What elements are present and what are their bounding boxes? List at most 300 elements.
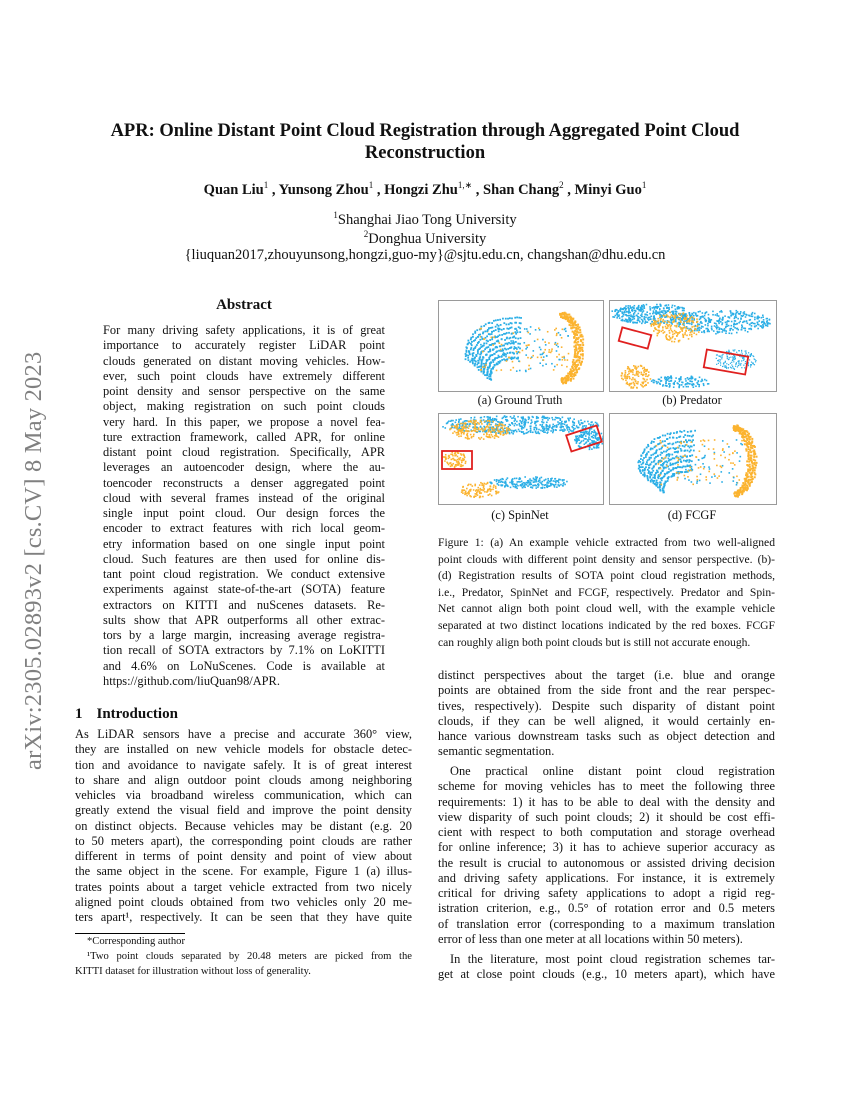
author-name: Hongzi Zhu bbox=[384, 181, 458, 198]
point bbox=[502, 481, 504, 483]
point bbox=[499, 342, 501, 344]
point bbox=[691, 446, 693, 448]
point bbox=[574, 354, 576, 356]
point bbox=[542, 365, 544, 367]
author-affiliation-mark: 1 bbox=[368, 180, 374, 190]
point bbox=[502, 428, 504, 430]
point bbox=[554, 343, 556, 345]
point bbox=[667, 316, 669, 318]
point bbox=[751, 314, 753, 316]
point bbox=[649, 306, 651, 308]
point bbox=[715, 333, 717, 335]
point bbox=[646, 379, 648, 381]
point bbox=[582, 336, 584, 338]
point bbox=[637, 318, 639, 320]
point bbox=[718, 475, 720, 477]
author bbox=[279, 182, 374, 198]
point bbox=[674, 305, 676, 307]
point bbox=[663, 315, 665, 317]
point bbox=[465, 462, 467, 464]
point bbox=[572, 430, 574, 432]
point bbox=[687, 435, 689, 437]
point bbox=[672, 310, 674, 312]
point bbox=[573, 429, 575, 431]
point bbox=[627, 321, 629, 323]
point bbox=[548, 426, 550, 428]
point bbox=[647, 478, 649, 480]
point bbox=[740, 443, 742, 445]
point bbox=[718, 321, 720, 323]
point bbox=[731, 333, 733, 335]
point bbox=[691, 481, 693, 483]
point bbox=[568, 314, 570, 316]
point bbox=[752, 450, 754, 452]
point bbox=[544, 349, 546, 351]
point bbox=[463, 453, 465, 455]
point bbox=[554, 478, 556, 480]
point bbox=[707, 323, 709, 325]
point bbox=[698, 311, 700, 313]
point bbox=[497, 319, 499, 321]
point bbox=[528, 416, 530, 418]
point bbox=[514, 478, 516, 480]
point bbox=[693, 326, 695, 328]
point bbox=[663, 475, 665, 477]
point bbox=[505, 349, 507, 351]
point bbox=[512, 361, 514, 363]
point bbox=[700, 316, 702, 318]
point bbox=[636, 371, 638, 373]
point bbox=[730, 311, 732, 313]
point bbox=[573, 424, 575, 426]
point bbox=[740, 317, 742, 319]
point bbox=[550, 430, 552, 432]
point bbox=[683, 310, 685, 312]
point bbox=[561, 378, 563, 380]
point bbox=[662, 435, 664, 437]
point bbox=[573, 422, 575, 424]
point bbox=[653, 320, 655, 322]
text-line: KITTI dataset for illustration without loss of generality. bbox=[75, 966, 311, 977]
point bbox=[580, 344, 582, 346]
point bbox=[718, 315, 720, 317]
point bbox=[624, 320, 626, 322]
point bbox=[602, 436, 603, 438]
point bbox=[681, 471, 683, 473]
point bbox=[479, 365, 481, 367]
point bbox=[746, 438, 748, 440]
point bbox=[596, 447, 598, 449]
point bbox=[535, 481, 537, 483]
point bbox=[461, 460, 463, 462]
author-name: Minyi Guo bbox=[574, 181, 642, 198]
point bbox=[456, 425, 458, 427]
point bbox=[575, 328, 577, 330]
point bbox=[715, 314, 717, 316]
point bbox=[567, 429, 569, 431]
point bbox=[627, 383, 629, 385]
point bbox=[469, 423, 471, 425]
point bbox=[754, 446, 756, 448]
point bbox=[553, 480, 555, 482]
point bbox=[515, 322, 517, 324]
point bbox=[483, 438, 485, 440]
point bbox=[479, 339, 481, 341]
point bbox=[539, 347, 541, 349]
point bbox=[514, 425, 516, 427]
point bbox=[651, 325, 653, 327]
point bbox=[513, 353, 515, 355]
point bbox=[594, 435, 596, 437]
point bbox=[625, 375, 627, 377]
point bbox=[674, 451, 676, 453]
point bbox=[677, 461, 679, 463]
point bbox=[492, 344, 494, 346]
point bbox=[530, 430, 532, 432]
point bbox=[624, 312, 626, 314]
point bbox=[545, 484, 547, 486]
point bbox=[480, 421, 482, 423]
point bbox=[628, 371, 630, 373]
point bbox=[483, 483, 485, 485]
point bbox=[748, 448, 750, 450]
point bbox=[628, 308, 630, 310]
point bbox=[633, 314, 635, 316]
point bbox=[540, 482, 542, 484]
point bbox=[676, 431, 678, 433]
point bbox=[462, 490, 464, 492]
point bbox=[460, 453, 462, 455]
point bbox=[549, 417, 551, 419]
point bbox=[541, 425, 543, 427]
point bbox=[646, 475, 648, 477]
point bbox=[631, 379, 633, 381]
point bbox=[662, 463, 664, 465]
point bbox=[673, 386, 675, 388]
point bbox=[630, 314, 632, 316]
point bbox=[506, 479, 508, 481]
point bbox=[495, 486, 497, 488]
point bbox=[557, 343, 559, 345]
point bbox=[701, 458, 703, 460]
point bbox=[625, 305, 627, 307]
point bbox=[474, 360, 476, 362]
point bbox=[468, 350, 470, 352]
point bbox=[474, 426, 476, 428]
point bbox=[483, 357, 485, 359]
point bbox=[769, 319, 771, 321]
point bbox=[444, 460, 446, 462]
point bbox=[725, 322, 727, 324]
point bbox=[455, 422, 457, 424]
point bbox=[688, 338, 690, 340]
point bbox=[699, 311, 701, 313]
point bbox=[752, 316, 754, 318]
point bbox=[472, 361, 474, 363]
point bbox=[477, 431, 479, 433]
point bbox=[645, 456, 647, 458]
point bbox=[500, 349, 502, 351]
point bbox=[697, 321, 699, 323]
point bbox=[455, 460, 457, 462]
point bbox=[729, 454, 731, 456]
point bbox=[548, 485, 550, 487]
point bbox=[470, 337, 472, 339]
point bbox=[651, 380, 653, 382]
point bbox=[494, 418, 496, 420]
point bbox=[517, 357, 519, 359]
point bbox=[617, 314, 619, 316]
point bbox=[747, 331, 749, 333]
point bbox=[507, 348, 509, 350]
point bbox=[519, 481, 521, 483]
point bbox=[488, 423, 490, 425]
point bbox=[662, 321, 664, 323]
point bbox=[570, 380, 572, 382]
point bbox=[516, 431, 518, 433]
point bbox=[688, 329, 690, 331]
point bbox=[660, 321, 662, 323]
point bbox=[653, 465, 655, 467]
point bbox=[577, 328, 579, 330]
point bbox=[732, 366, 733, 367]
point bbox=[490, 490, 492, 492]
point bbox=[525, 422, 527, 424]
point bbox=[475, 354, 477, 356]
point bbox=[455, 419, 457, 421]
text-line: greatly extend the visual field and improve the point density bbox=[75, 803, 412, 818]
point bbox=[483, 430, 485, 432]
point bbox=[709, 468, 711, 470]
point bbox=[490, 337, 492, 339]
point bbox=[693, 322, 695, 324]
point bbox=[734, 359, 735, 360]
point bbox=[661, 452, 663, 454]
point bbox=[502, 478, 504, 480]
point bbox=[697, 323, 699, 325]
point bbox=[531, 480, 533, 482]
point bbox=[736, 362, 737, 363]
point bbox=[769, 323, 771, 325]
point bbox=[562, 423, 564, 425]
point bbox=[491, 322, 493, 324]
point bbox=[460, 418, 462, 420]
point bbox=[543, 356, 545, 358]
point bbox=[725, 361, 726, 362]
point bbox=[530, 431, 532, 433]
point bbox=[466, 425, 468, 427]
paragraph bbox=[438, 764, 775, 947]
point bbox=[753, 323, 755, 325]
point bbox=[575, 435, 577, 437]
point bbox=[520, 425, 522, 427]
point bbox=[678, 318, 680, 320]
point bbox=[668, 307, 670, 309]
point bbox=[746, 475, 748, 477]
point bbox=[501, 338, 503, 340]
point bbox=[532, 355, 534, 357]
point bbox=[633, 382, 635, 384]
point bbox=[451, 464, 453, 466]
point bbox=[662, 312, 664, 314]
text-line: cloud with several frames instead of the original bbox=[103, 490, 385, 505]
point bbox=[485, 427, 487, 429]
text-line: very hard. In this paper, we propose a novel fea- bbox=[103, 414, 385, 429]
point bbox=[510, 337, 512, 339]
point bbox=[761, 322, 763, 324]
point bbox=[631, 316, 633, 318]
text-line: to 50 meters apart), the corresponding point clouds are rather bbox=[75, 833, 412, 848]
point bbox=[671, 454, 673, 456]
point bbox=[690, 329, 692, 331]
point bbox=[677, 477, 679, 479]
point bbox=[739, 432, 741, 434]
point bbox=[512, 481, 514, 483]
point bbox=[693, 317, 695, 319]
point bbox=[737, 328, 739, 330]
point bbox=[621, 316, 623, 318]
point bbox=[588, 436, 590, 438]
point bbox=[575, 331, 577, 333]
point bbox=[483, 342, 485, 344]
point bbox=[725, 332, 727, 334]
point bbox=[535, 424, 537, 426]
point bbox=[467, 340, 469, 342]
point bbox=[697, 479, 699, 481]
point bbox=[509, 428, 511, 430]
point bbox=[736, 323, 738, 325]
point bbox=[712, 314, 714, 316]
point bbox=[482, 366, 484, 368]
point bbox=[686, 442, 688, 444]
point bbox=[620, 308, 622, 310]
point bbox=[498, 341, 500, 343]
point bbox=[700, 440, 702, 442]
point bbox=[492, 489, 494, 491]
point bbox=[478, 429, 480, 431]
text-line: hance various downstream tasks such as object detection and bbox=[438, 729, 775, 743]
point bbox=[494, 364, 496, 366]
text-line: *Corresponding author bbox=[87, 936, 185, 947]
point bbox=[667, 379, 669, 381]
point bbox=[753, 456, 755, 458]
point bbox=[516, 370, 518, 372]
point bbox=[680, 379, 682, 381]
point bbox=[632, 374, 634, 376]
point bbox=[601, 433, 603, 435]
point bbox=[522, 431, 524, 433]
point bbox=[506, 337, 508, 339]
point bbox=[650, 315, 652, 317]
point bbox=[539, 424, 541, 426]
point bbox=[638, 460, 640, 462]
author-affiliation-mark: 2 bbox=[559, 180, 564, 190]
point bbox=[666, 314, 668, 316]
point bbox=[678, 324, 680, 326]
point bbox=[537, 339, 539, 341]
text-line: distinct perspectives about the target (i.e. blue and orange bbox=[438, 668, 775, 682]
point bbox=[510, 416, 512, 418]
point bbox=[688, 479, 690, 481]
point bbox=[653, 330, 655, 332]
point bbox=[525, 354, 527, 356]
point bbox=[763, 323, 765, 325]
point bbox=[573, 333, 575, 335]
point bbox=[517, 343, 519, 345]
point bbox=[503, 430, 505, 432]
point bbox=[655, 307, 657, 309]
point bbox=[728, 316, 730, 318]
point bbox=[733, 350, 734, 351]
point bbox=[623, 307, 625, 309]
point bbox=[685, 378, 687, 380]
subfigure-caption-b: (b) Predator bbox=[662, 393, 722, 407]
point bbox=[675, 442, 677, 444]
point bbox=[732, 360, 733, 361]
point bbox=[632, 387, 634, 389]
point bbox=[754, 359, 755, 360]
point bbox=[672, 443, 674, 445]
point bbox=[685, 466, 687, 468]
point bbox=[691, 378, 693, 380]
point-cloud-image bbox=[439, 414, 603, 504]
point bbox=[669, 311, 671, 313]
point bbox=[575, 368, 577, 370]
point bbox=[625, 370, 627, 372]
point bbox=[688, 439, 690, 441]
point bbox=[684, 441, 686, 443]
point bbox=[721, 331, 723, 333]
point bbox=[638, 366, 640, 368]
point bbox=[516, 478, 518, 480]
point bbox=[505, 343, 507, 345]
point bbox=[639, 309, 641, 311]
point bbox=[456, 428, 458, 430]
footnotes bbox=[75, 934, 412, 979]
point bbox=[618, 311, 620, 313]
point bbox=[732, 314, 734, 316]
point bbox=[556, 417, 558, 419]
point bbox=[478, 437, 480, 439]
point bbox=[720, 359, 721, 360]
point bbox=[495, 493, 497, 495]
point bbox=[566, 366, 568, 368]
affiliation-sup: 2 bbox=[363, 229, 369, 239]
point bbox=[585, 438, 587, 440]
point bbox=[514, 346, 516, 348]
point bbox=[497, 429, 499, 431]
point bbox=[684, 326, 686, 328]
section-heading-introduction bbox=[75, 706, 178, 723]
point bbox=[530, 357, 532, 359]
point bbox=[480, 426, 482, 428]
point bbox=[451, 425, 453, 427]
point bbox=[644, 314, 646, 316]
point bbox=[738, 362, 739, 363]
point bbox=[686, 459, 688, 461]
point bbox=[676, 335, 678, 337]
point bbox=[633, 379, 635, 381]
point bbox=[656, 335, 658, 337]
subfigure-caption-a: (a) Ground Truth bbox=[477, 393, 563, 407]
point bbox=[732, 480, 734, 482]
point bbox=[519, 424, 521, 426]
point bbox=[491, 427, 493, 429]
point bbox=[721, 324, 723, 326]
point bbox=[656, 383, 658, 385]
point bbox=[483, 371, 485, 373]
point bbox=[704, 315, 706, 317]
